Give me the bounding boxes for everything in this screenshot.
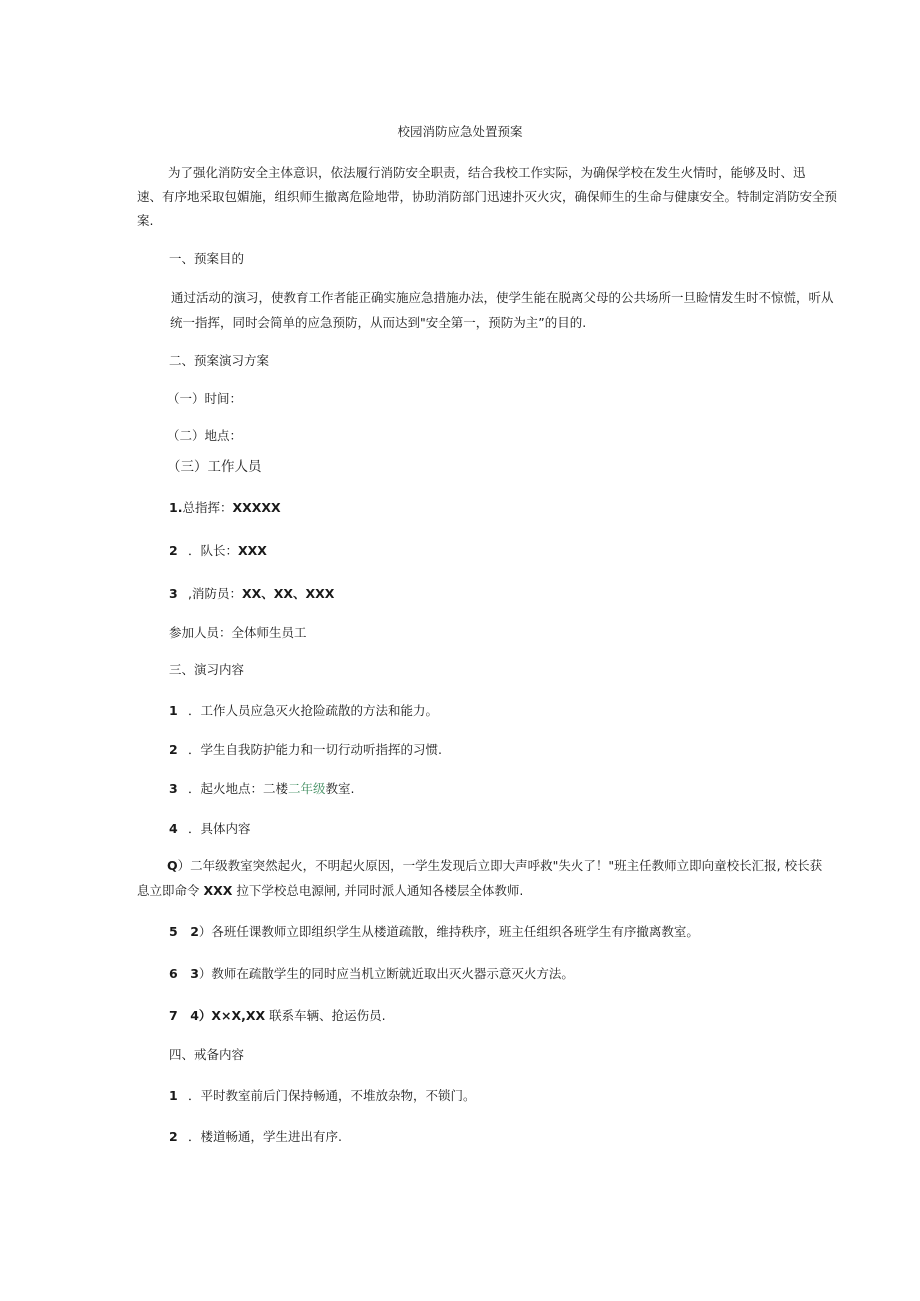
step-text: 联系车辆、抢运伤员. bbox=[265, 1008, 386, 1023]
item-number: 2 bbox=[169, 1129, 178, 1144]
intro-line-1: 为了强化消防安全主体意识，依法履行消防安全职责，结合我校工作实际，为确保学校在发生火情时，能够及时、迅 bbox=[168, 165, 806, 180]
commander-line bbox=[169, 500, 281, 516]
item-text: 教室. bbox=[325, 781, 355, 796]
step-text: ）二年级教室突然起火，不明起火原因，一学生发现后立即大声呼救"失火了！"班主任教师立即向童校长汇报, 校长获 bbox=[177, 858, 823, 873]
section-heading-1: 一、预案目的 bbox=[169, 251, 245, 266]
firemen-label: ,消防员： bbox=[188, 586, 242, 601]
captain-line bbox=[169, 543, 267, 559]
step-1-line-2 bbox=[137, 883, 523, 899]
item-number: 3 bbox=[169, 586, 178, 601]
precaution-item-1 bbox=[169, 1088, 476, 1104]
item-number: 5 2 bbox=[169, 924, 199, 939]
drill-place: （二）地点： bbox=[167, 428, 243, 443]
item-text: ．楼道畅通，学生进出有序. bbox=[188, 1129, 342, 1144]
step-code: ）X×X,XX bbox=[198, 1008, 266, 1023]
item-number: 7 4 bbox=[169, 1008, 199, 1023]
step-1-line-1 bbox=[167, 858, 822, 874]
item-number: 2 bbox=[169, 543, 178, 558]
item-text: ．起火地点：二楼 bbox=[188, 781, 289, 796]
section-heading-3: 三、演习内容 bbox=[169, 662, 245, 677]
purpose-line-1: 通过活动的演习，使教育工作者能正确实施应急措施办法，使学生能在脱离父母的公共场所一旦睑情发生时不惊慌，听从 bbox=[171, 290, 834, 305]
captain-value: XXX bbox=[238, 543, 267, 558]
item-number: 1. bbox=[169, 500, 183, 515]
step-text: ）各班任课教师立即组织学生从楼道疏散，维持秩序，班主任组织各班学生有序撤离教室。 bbox=[198, 924, 699, 939]
item-text: ．具体内容 bbox=[188, 821, 251, 836]
item-number: 4 bbox=[169, 821, 178, 836]
item-number: 1 bbox=[169, 703, 178, 718]
section-heading-2: 二、预案演习方案 bbox=[169, 353, 270, 368]
participants-line: 参加人员：全体师生员工 bbox=[169, 625, 307, 640]
intro-line-3: 案. bbox=[137, 213, 154, 228]
step-2 bbox=[169, 924, 699, 940]
commander-label: 总指挥： bbox=[182, 500, 233, 515]
step-marker: Q bbox=[167, 858, 178, 873]
item-text: ．学生自我防护能力和一切行动听指挥的习惯. bbox=[188, 742, 442, 757]
item-text: ．平时教室前后门保持畅通，不堆放杂物，不锁门。 bbox=[188, 1088, 476, 1103]
item-number: 6 3 bbox=[169, 966, 199, 981]
step-text: 拉下学校总电源闸, 并同时派人通知各楼层全体教师. bbox=[232, 883, 524, 898]
commander-value: XXXXX bbox=[232, 500, 281, 515]
step-3 bbox=[169, 966, 574, 982]
precaution-item-2 bbox=[169, 1129, 342, 1145]
purpose-line-2: 统一指挥，同时会简单的应急预防，从而达到"安全第一，预防为主”的目的. bbox=[170, 315, 587, 330]
highlighted-grade: 二年级 bbox=[288, 781, 326, 796]
document-title: 校园消防应急处置预案 bbox=[397, 124, 523, 139]
firemen-line bbox=[169, 586, 334, 602]
step-text: 息立即命令 bbox=[137, 883, 204, 898]
drill-time: （一）时间： bbox=[167, 391, 243, 406]
item-text: ．工作人员应急灭火抢险疏散的方法和能力。 bbox=[188, 703, 439, 718]
content-item-2 bbox=[169, 742, 442, 758]
content-item-4 bbox=[169, 821, 251, 837]
content-item-3 bbox=[169, 781, 355, 797]
content-item-1 bbox=[169, 703, 438, 719]
item-number: 1 bbox=[169, 1088, 178, 1103]
step-code: XXX bbox=[203, 883, 233, 898]
item-number: 2 bbox=[169, 742, 178, 757]
intro-line-2: 速、有序地采取包媚施，组织师生撤离危险地带，协助消防部门迅速扑灭火灾，确保师生的生命与健康安全。特制定消防安全预 bbox=[137, 189, 838, 204]
firemen-value: XX、XX、XXX bbox=[241, 586, 335, 601]
step-4 bbox=[169, 1008, 386, 1024]
captain-label: ．队长： bbox=[188, 543, 239, 558]
section-heading-4: 四、戒备内容 bbox=[169, 1047, 245, 1062]
step-text: ）教师在疏散学生的同时应当机立断就近取出灭火器示意灭火方法。 bbox=[198, 966, 574, 981]
staff-heading: （三）工作人员 bbox=[167, 459, 262, 475]
item-number: 3 bbox=[169, 781, 178, 796]
